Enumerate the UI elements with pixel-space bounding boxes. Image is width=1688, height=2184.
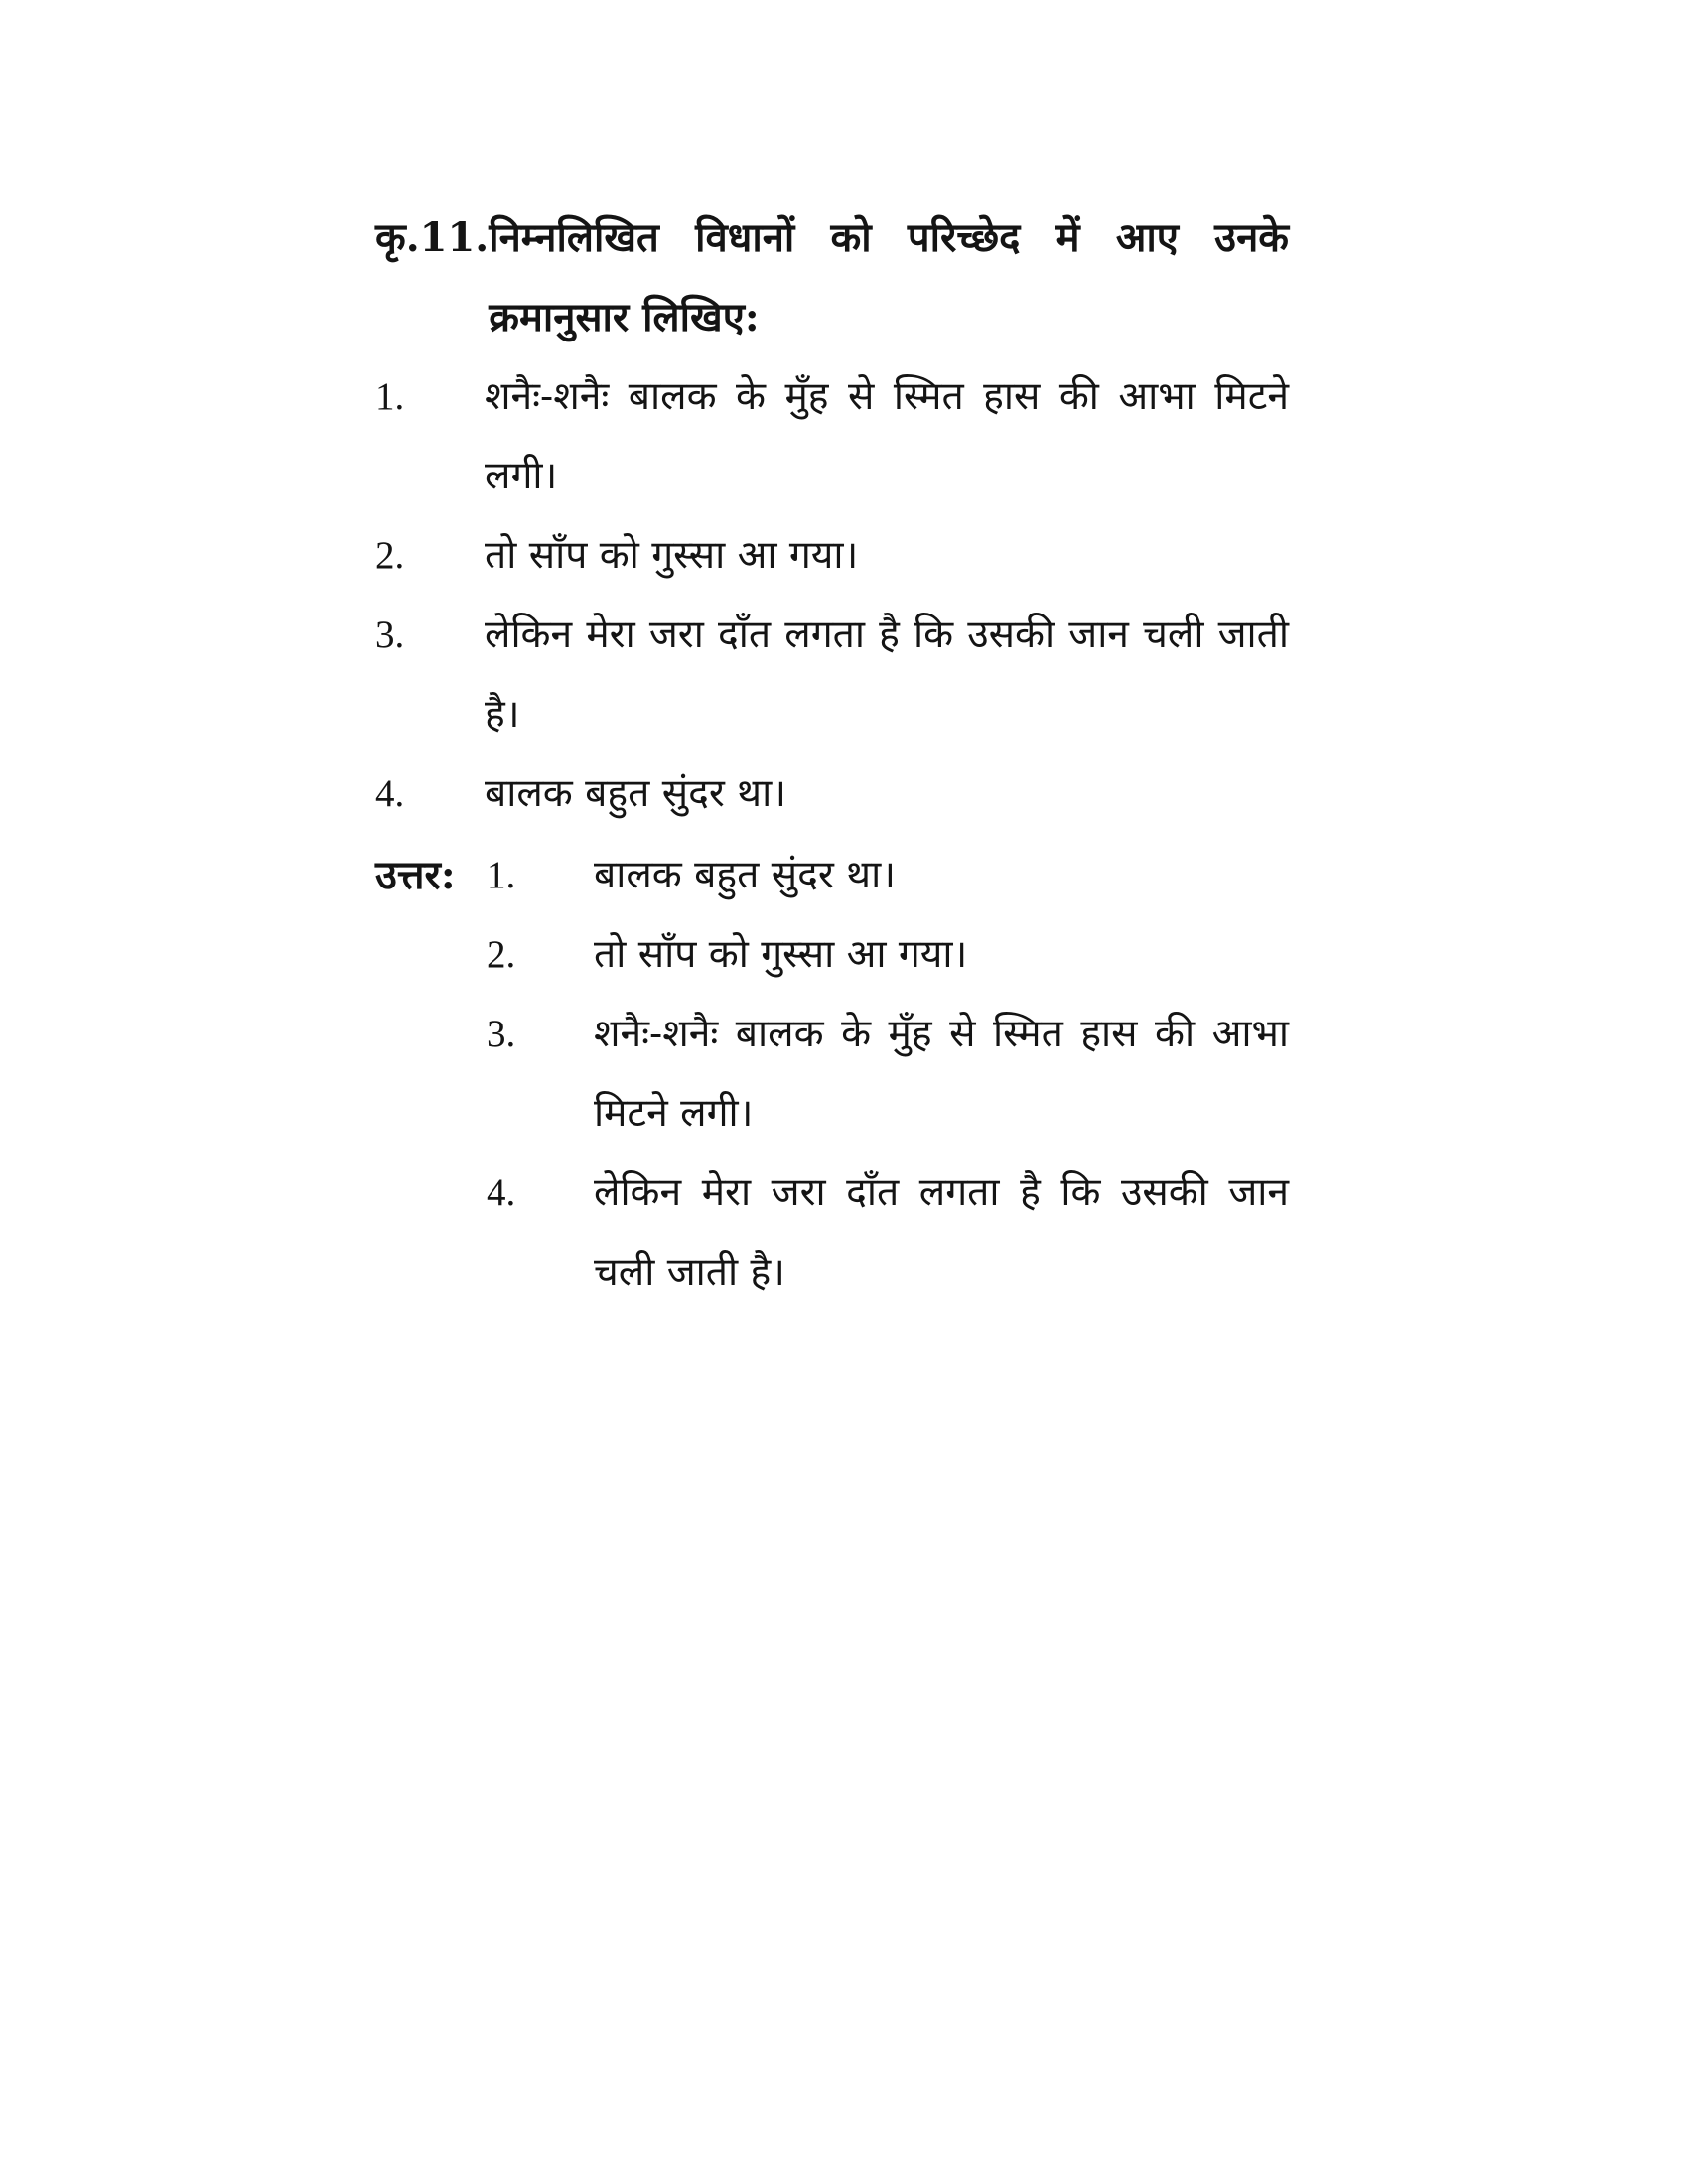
item-text: बालक बहुत सुंदर था। (485, 771, 786, 816)
answer-number: 1. (487, 854, 516, 896)
document-page (375, 199, 1289, 1312)
answer-item (375, 995, 1289, 1154)
item-text: तो साँप को गुस्सा आ गया। (485, 533, 859, 578)
question-text: निम्नलिखित विधानों को परिच्छेद में आए उनके क्रमानुसार लिखिए: (489, 214, 1289, 341)
answer-block (375, 836, 1289, 1312)
question-heading (375, 199, 1289, 357)
answer-text: बालक बहुत सुंदर था। (594, 853, 896, 897)
item-text: लेकिन मेरा जरा दाँत लगता है कि उसकी जान चली जाती है। (485, 613, 1289, 737)
list-item (375, 516, 1289, 596)
answer-label: उत्तर: (375, 852, 456, 898)
answer-item (375, 836, 1289, 915)
answer-item (375, 1154, 1289, 1312)
question-number: कृ.11. (375, 214, 490, 261)
answer-number: 3. (487, 1013, 516, 1055)
list-item (375, 754, 1289, 834)
answer-item (375, 915, 1289, 995)
answer-number: 4. (487, 1171, 516, 1214)
item-number: 3. (375, 614, 405, 656)
answer-text: शनैः-शनैः बालक के मुँह से स्मित हास की आभा मिटने लगी। (594, 1012, 1289, 1136)
statement-list (375, 357, 1289, 834)
list-item (375, 357, 1289, 516)
item-number: 1. (375, 375, 405, 418)
item-text: शनैः-शनैः बालक के मुँह से स्मित हास की आभा मिटने लगी। (485, 374, 1289, 498)
item-number: 2. (375, 534, 405, 577)
answer-text: तो साँप को गुस्सा आ गया। (594, 932, 968, 977)
answer-text: लेकिन मेरा जरा दाँत लगता है कि उसकी जान चली जाती है। (594, 1170, 1289, 1295)
answer-number: 2. (487, 933, 516, 976)
list-item (375, 596, 1289, 754)
item-number: 4. (375, 772, 405, 815)
